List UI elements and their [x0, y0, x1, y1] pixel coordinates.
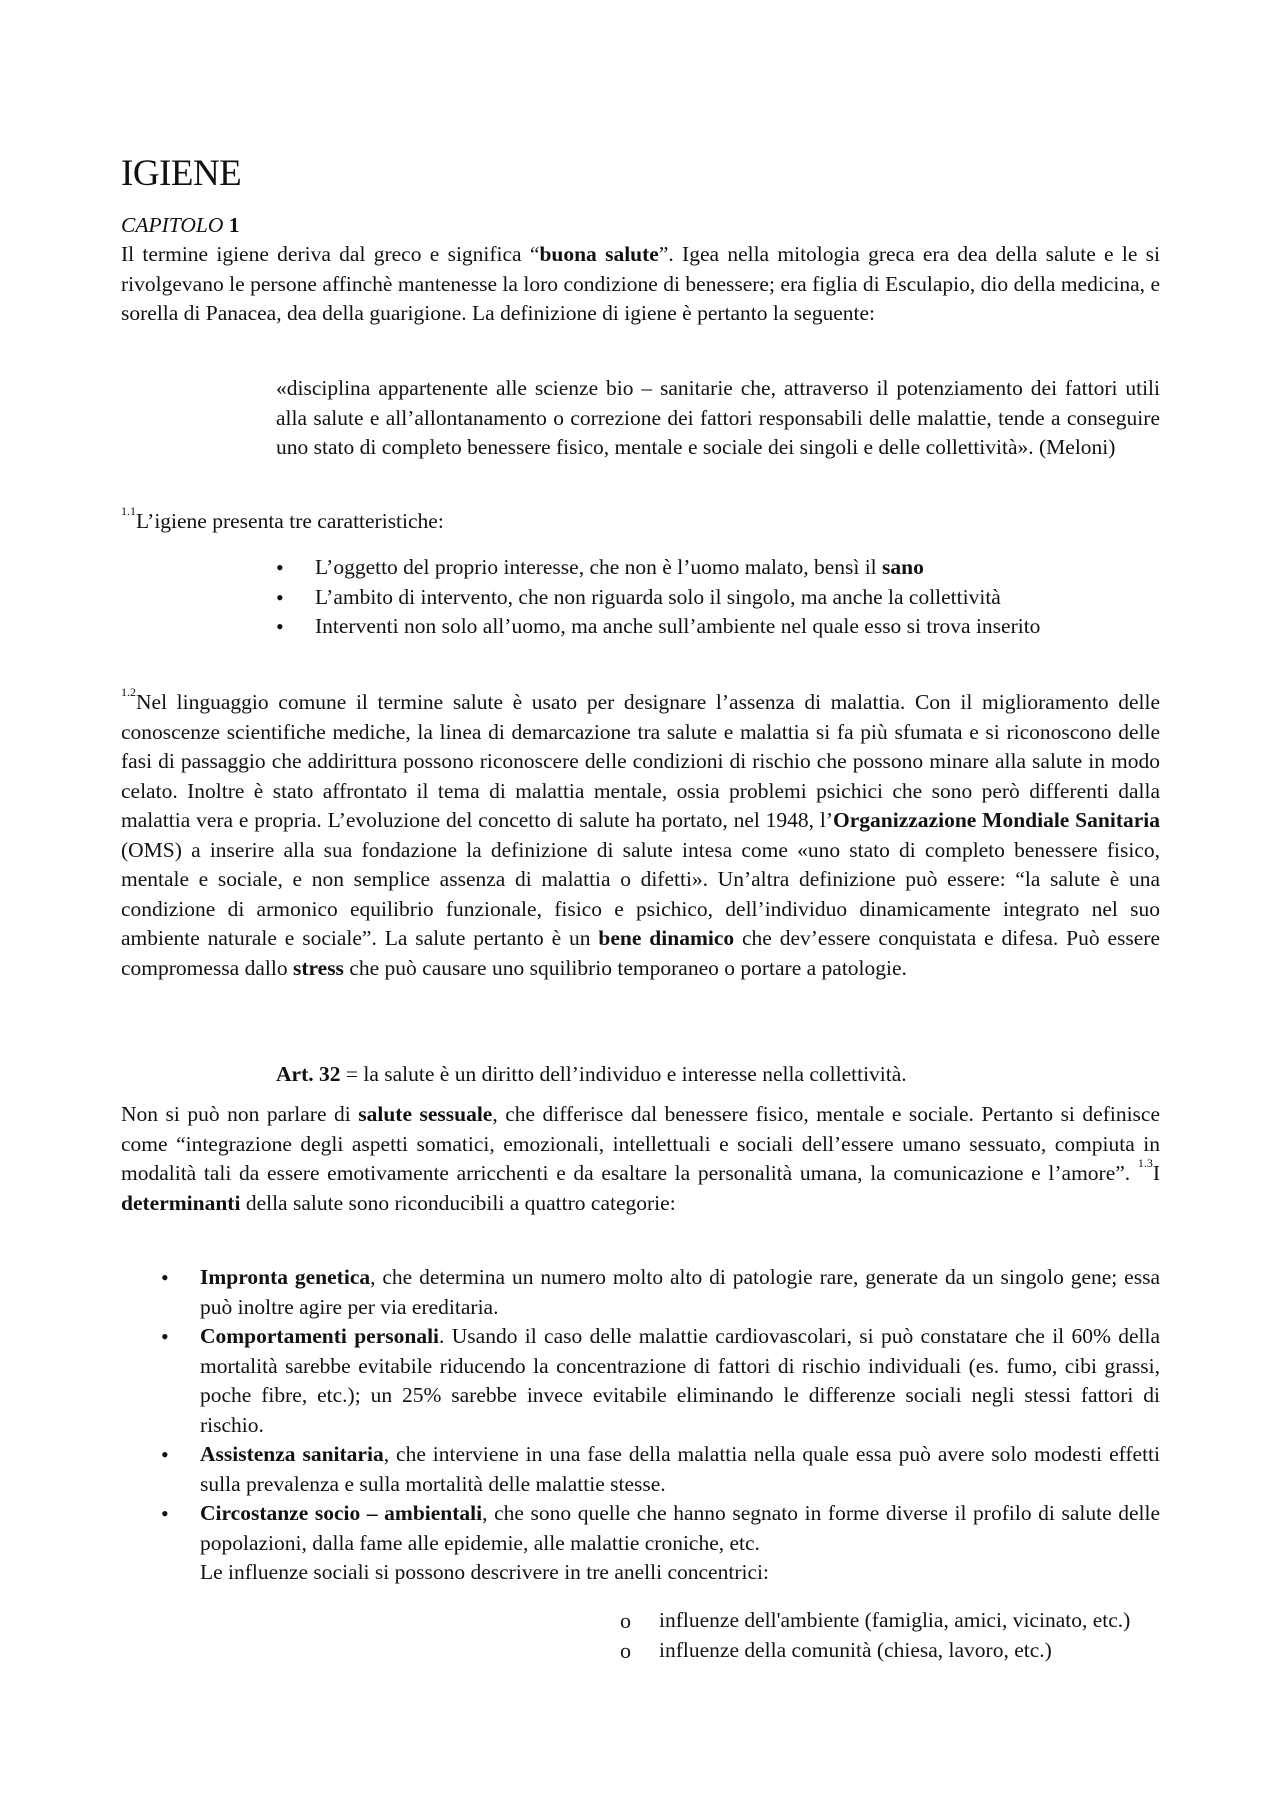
list-item [276, 583, 1160, 613]
section-ref: 1.1 [121, 504, 136, 518]
bold-term: determinanti [121, 1190, 241, 1215]
list-item-bold: Circostanze socio – ambientali [200, 1501, 483, 1525]
list-item-text: , che sono quelle che hanno segnato in forme diverse il profilo di salute delle popolazioni, dalla fame alle epidemie, alle malattie croniche, etc. [200, 1501, 1160, 1555]
bold-term: stress [292, 955, 344, 980]
list-item [161, 1499, 1160, 1588]
bullet-icon: • [161, 1324, 169, 1349]
chapter-label: CAPITOLO [121, 213, 224, 237]
list-item-text: L’ambito di intervento, che non riguarda solo il singolo, ma anche la collettività [315, 584, 1001, 609]
list-item-text: Interventi non solo all’uomo, ma anche sull’ambiente nel quale esso si trova inserito [315, 614, 1041, 638]
list-item [276, 612, 1160, 642]
sexual-health-paragraph [121, 1100, 1160, 1218]
list-item [161, 1322, 1160, 1440]
list-item-text: . Usando il caso delle malattie cardiovascolari, si può constatare che il 60% della mortalità sarebbe evitabile riducendo la concentrazione di fattori di rischio individuali (es. fumo, cibi grassi, poche fibre, etc.); un 25% sarebbe invece evitabile eliminando le differenze sociali negli stessi fattori di rischio. [200, 1324, 1160, 1437]
bullet-icon: • [161, 1501, 169, 1526]
bold-term: Organizzazione Mondiale Sanitaria [833, 808, 1160, 832]
determinants-list [161, 1263, 1160, 1588]
paragraph-text: (OMS) a inserire alla sua fondazione la definizione di salute intesa come «uno stato di completo benessere fisico, mentale e sociale, e non semplice assenza di malattia o difetti». Un’altra definizione può essere: “la salute è una condizione di armonico equilibrio funzionale, fisico e psichico, dell’individuo dinamicamente integrato nel suo ambiente naturale e sociale”. La salute pertanto è un [121, 837, 1160, 950]
paragraph-text: I [1152, 1161, 1160, 1185]
section-ref: 1.2 [121, 685, 136, 699]
list-item-text: L’oggetto del proprio interesse, che non è l’uomo malato, bensì il [315, 555, 883, 579]
list-item-text: , che determina un numero molto alto di patologie rare, generate da un singolo gene; essa può inoltre agire per via ereditaria. [200, 1265, 1160, 1319]
bullet-icon: • [161, 1442, 169, 1467]
section-1-1-intro [121, 504, 1160, 537]
intro-paragraph [121, 240, 1160, 329]
bold-term: bene dinamico [598, 926, 735, 950]
article-text: = la salute è un diritto dell’individuo e interesse nella collettività. [340, 1062, 907, 1086]
list-item [161, 1440, 1160, 1499]
list-item [620, 1636, 1160, 1666]
section-1-2-paragraph [121, 685, 1160, 983]
paragraph-text: che può causare uno squilibrio temporaneo o portare a patologie. [343, 955, 907, 980]
intro-text-2: ”. Igea nella mitologia greca era dea della salute e le si rivolgevano le persone affinchè mantenesse la loro condizione di benessere; era figlia di Esculapio, dio della medicina, e sorella di Panacea, dea della guarigione. La definizione di igiene è pertanto la seguente: [121, 242, 1160, 325]
bullet-icon: • [276, 614, 284, 639]
article-line [276, 1060, 907, 1090]
bold-term: salute sessuale [358, 1102, 493, 1126]
circle-bullet-icon: o [620, 1637, 631, 1663]
section-ref: 1.3 [1137, 1156, 1153, 1170]
bullet-icon: • [276, 584, 284, 610]
social-influences-list [620, 1606, 1160, 1665]
definition-quote: «disciplina appartenente alle scienze bio – sanitarie che, attraverso il potenziamento dei fattori utili alla salute e all’allontanamento o correzione dei fattori responsabili delle malattie, tende a conseguire uno stato di completo benessere fisico, mentale e sociale dei singoli e delle collettività». (Meloni) [276, 376, 1160, 459]
paragraph-text: , che differisce dal benessere fisico, mentale e sociale. Pertanto si definisce come “integrazione degli aspetti somatici, emozionali, intellettuali e sociali dell’essere umano sessuato, compiuta in modalità tali da essere emotivamente arricchenti e da esaltare la personalità umana, la comunicazione e l’amore”. [121, 1102, 1161, 1185]
list-item-bold: Comportamenti personali [200, 1324, 440, 1348]
list-item [161, 1263, 1160, 1322]
chapter-number: 1 [228, 213, 240, 237]
list-item [620, 1606, 1160, 1636]
paragraph-text: Nel linguaggio comune il termine salute è usato per designare l’assenza di malattia. Con il miglioramento delle conoscenze scientifiche mediche, la linea di demarcazione tra salute e malattia si fa più sfumata e si riconoscono delle fasi di passaggio che addirittura possono riconoscere delle condizioni di rischio che possono minare alla salute in modo celato. Inoltre è stato affrontato il tema di malattia mentale, ossia problemi psichici che sono però differenti dalla malattia vera e propria. L’evoluzione del concetto di salute ha portato, nel 1948, l’ [121, 690, 1160, 832]
bullet-icon: • [161, 1265, 169, 1290]
list-item-bold: sano [882, 555, 924, 579]
chapter-heading [121, 210, 239, 240]
paragraph-text: Non si può non parlare di [121, 1102, 359, 1126]
list-item-bold: Impronta genetica [200, 1265, 371, 1289]
article-label: Art. 32 [276, 1062, 341, 1086]
list-item-text: , che interviene in una fase della malattia nella quale essa può avere solo modesti effetti sulla prevalenza e sulla mortalità delle malattie stesse. [200, 1442, 1160, 1496]
circle-bullet-icon: o [620, 1608, 631, 1633]
social-influences-intro: Le influenze sociali si possono descrivere in tre anelli concentrici: [200, 1560, 769, 1584]
intro-text-1: Il termine igiene deriva dal greco e significa “ [121, 242, 540, 266]
list-item-text: influenze dell'ambiente (famiglia, amici, vicinato, etc.) [659, 1608, 1131, 1632]
characteristics-list [276, 553, 1160, 642]
list-item-bold: Assistenza sanitaria [200, 1442, 384, 1466]
list-item [276, 553, 1160, 583]
paragraph-text: che dev’essere conquistata e difesa. Può essere compromessa dallo [121, 926, 1160, 980]
document-title: IGIENE [121, 153, 242, 194]
list-item-text: influenze della comunità (chiesa, lavoro, etc.) [659, 1637, 1052, 1662]
section-1-1-text: L’igiene presenta tre caratteristiche: [136, 509, 444, 533]
intro-bold-term: buona salute [539, 242, 659, 266]
paragraph-text: della salute sono riconducibili a quattro categorie: [240, 1190, 676, 1215]
bullet-icon: • [276, 555, 284, 580]
